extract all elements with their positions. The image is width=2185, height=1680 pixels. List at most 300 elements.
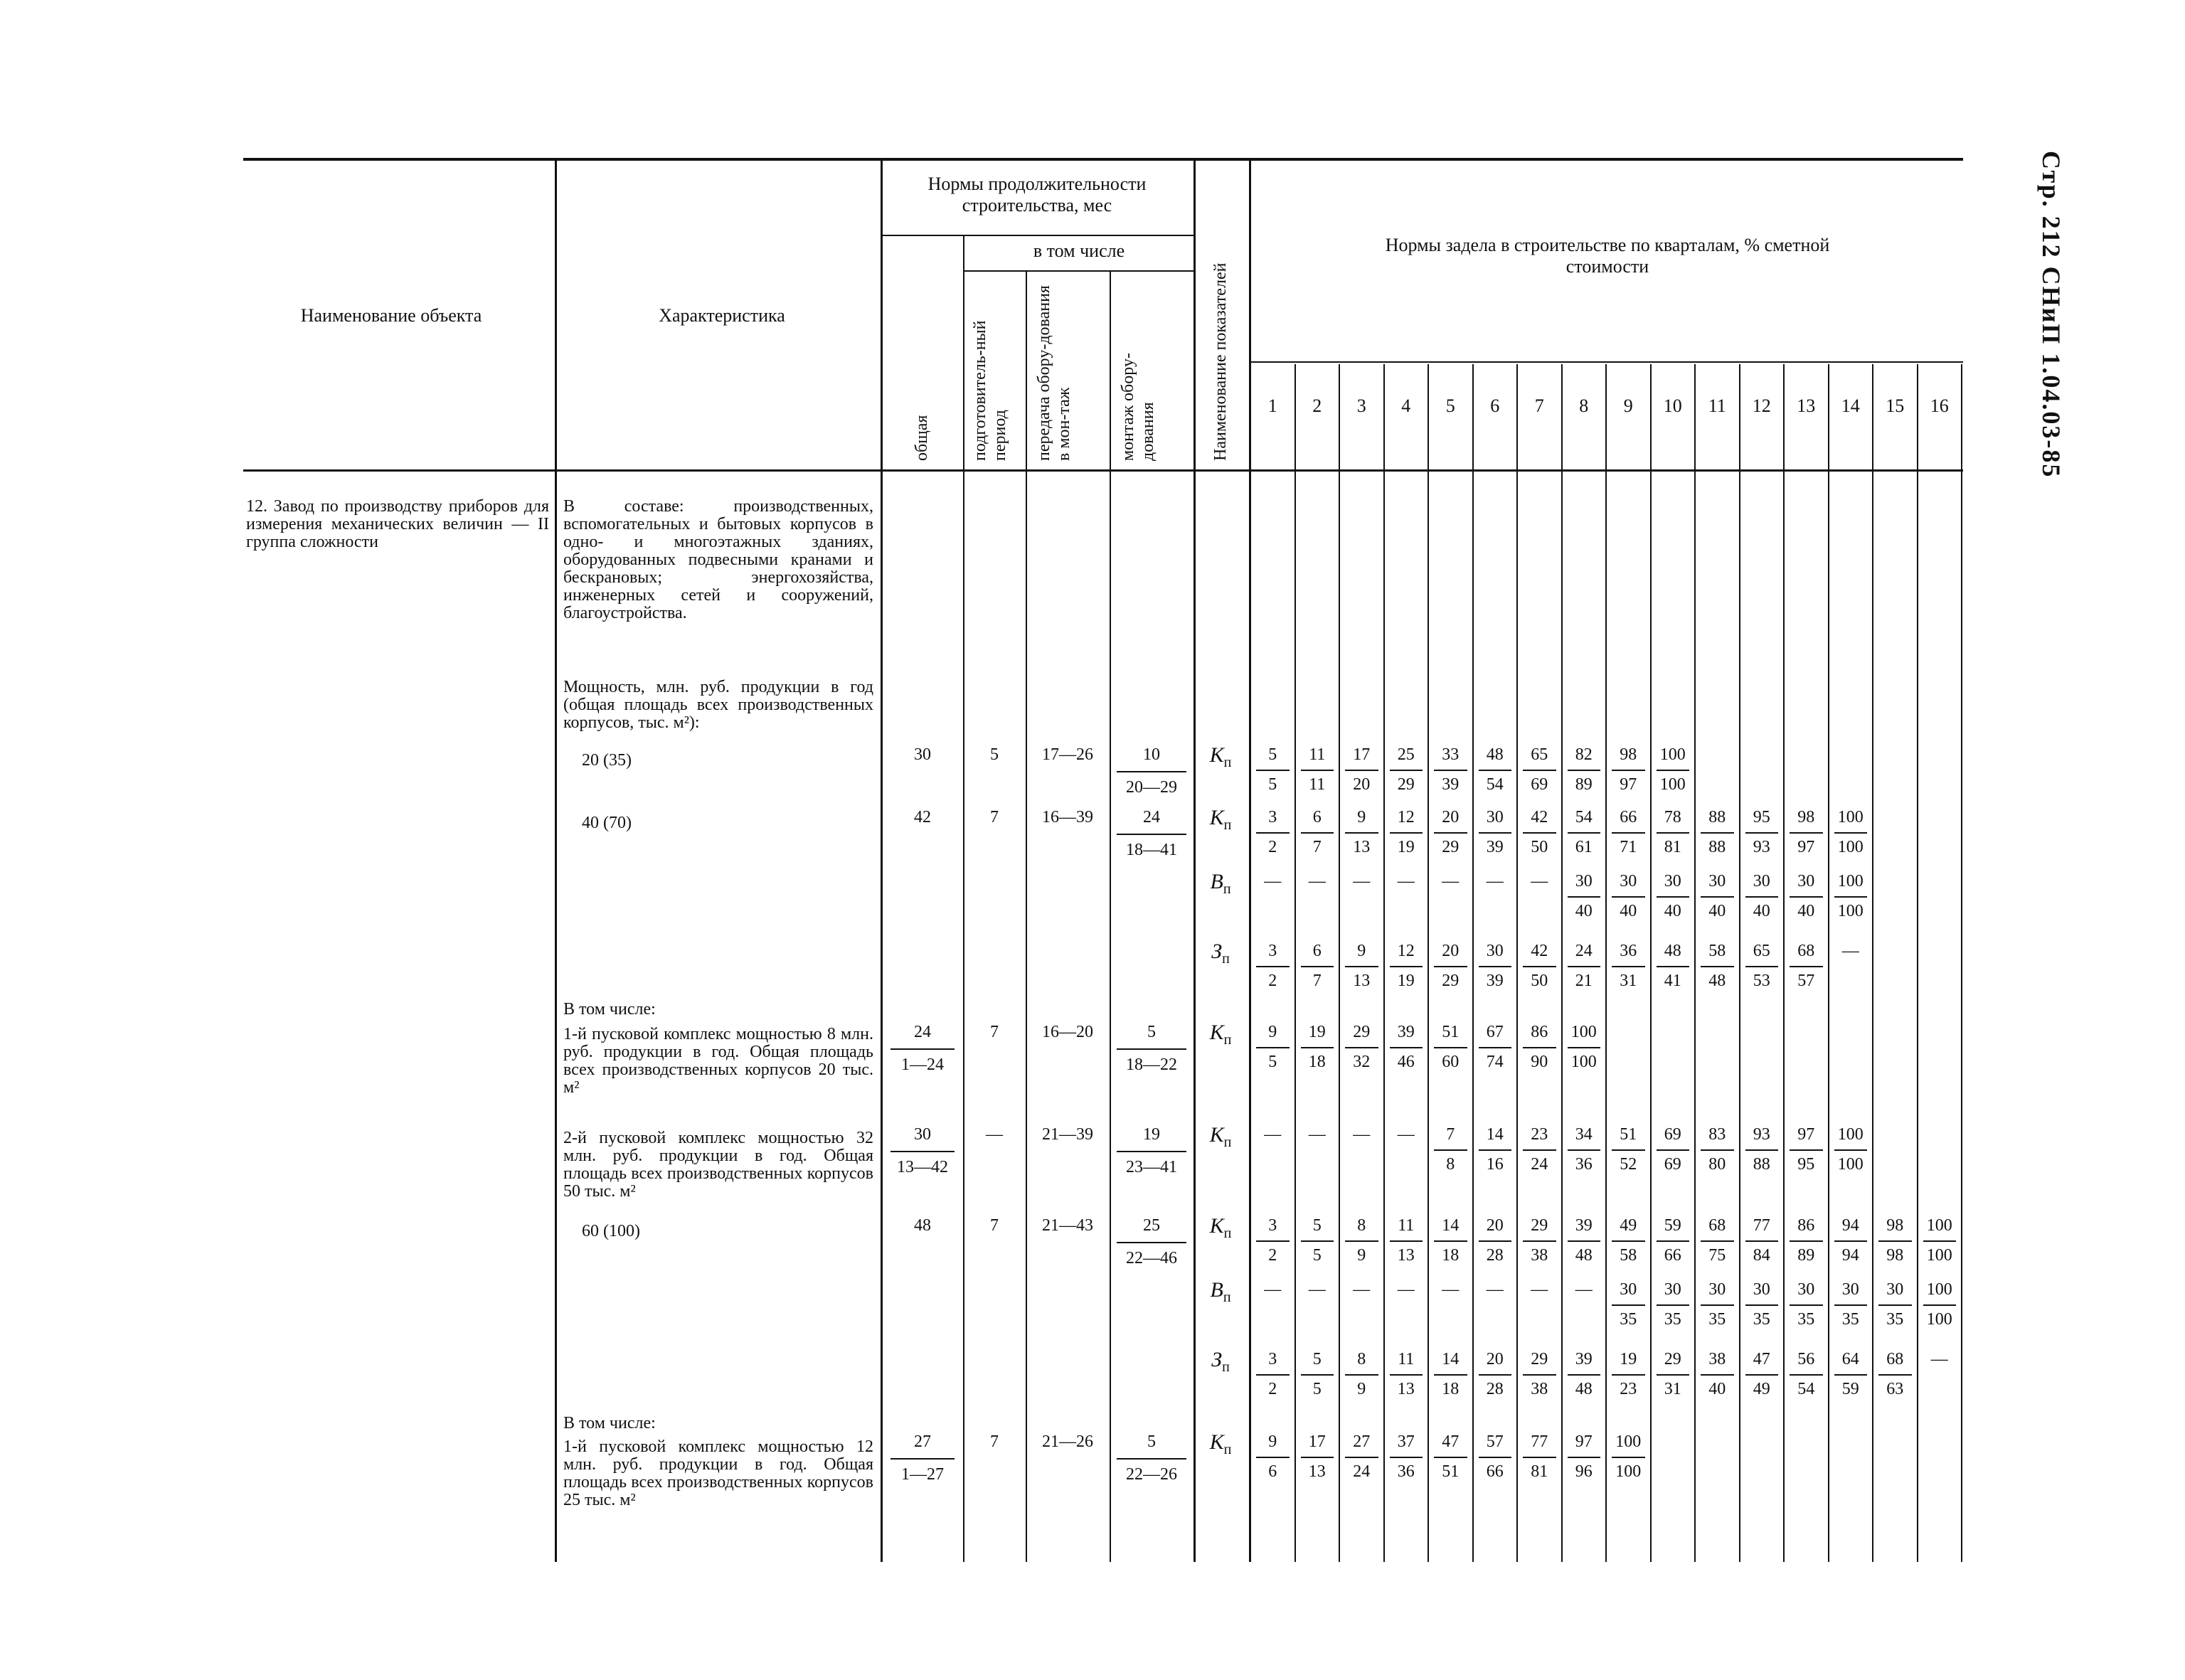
- table-top-rule: [243, 158, 1963, 161]
- fraction-line: [1745, 1374, 1779, 1376]
- fraction-line: [1790, 1374, 1823, 1376]
- quarter-divider: [1339, 364, 1340, 1562]
- backlog-value-top: 30: [1886, 1280, 1904, 1299]
- backlog-value-bottom: 50: [1531, 972, 1548, 990]
- backlog-value-bottom: 35: [1753, 1310, 1770, 1329]
- fraction-line: [1612, 1304, 1645, 1306]
- quarter-divider: [1294, 364, 1296, 1562]
- indicator-symbol: [1210, 804, 1232, 839]
- backlog-value-bottom: 100: [1837, 1155, 1864, 1174]
- backlog-value-bottom: 100: [1659, 775, 1686, 794]
- fraction-line: [1390, 1457, 1423, 1458]
- backlog-value-top: 97: [1797, 1125, 1815, 1144]
- backlog-value-top: 34: [1575, 1125, 1593, 1144]
- backlog-value-bottom: 51: [1442, 1462, 1460, 1481]
- fraction-line: [1479, 1047, 1512, 1048]
- backlog-value-bottom: 48: [1575, 1246, 1593, 1265]
- backlog-value-bottom: 35: [1664, 1310, 1681, 1329]
- backlog-value-top: 88: [1708, 808, 1726, 826]
- backlog-value-bottom: 84: [1753, 1246, 1770, 1265]
- quarter-divider: [1383, 364, 1385, 1562]
- fraction-line: [1657, 1149, 1690, 1151]
- fraction-line: [1117, 1048, 1186, 1050]
- backlog-value-top: 82: [1575, 745, 1593, 764]
- fraction-line: [1434, 1149, 1467, 1151]
- backlog-value-bottom: 18: [1442, 1380, 1460, 1398]
- fraction-line: [1612, 1240, 1645, 1242]
- backlog-value-bottom: 69: [1664, 1155, 1681, 1174]
- backlog-value-bottom: 28: [1486, 1380, 1504, 1398]
- backlog-value-top: —: [1353, 1125, 1371, 1144]
- backlog-value-top: —: [1397, 1125, 1415, 1144]
- fraction-line: [1479, 1240, 1512, 1242]
- backlog-value-top: 25: [1397, 745, 1415, 764]
- fraction-line: [1434, 1047, 1467, 1048]
- backlog-value-top: 36: [1620, 942, 1637, 960]
- fraction-line: [1479, 1149, 1512, 1151]
- duration-total-phase: 24: [914, 1023, 931, 1041]
- backlog-value-top: 14: [1442, 1216, 1460, 1235]
- duration-transfer: 17—26: [1042, 745, 1093, 764]
- quarter-header: 7: [1534, 395, 1544, 416]
- fraction-line: [1345, 1374, 1378, 1376]
- fraction-line: [1523, 1047, 1556, 1048]
- backlog-value-top: 59: [1664, 1216, 1681, 1235]
- backlog-value-top: 57: [1486, 1432, 1504, 1451]
- backlog-value-top: 47: [1442, 1432, 1460, 1451]
- backlog-value-top: 20: [1442, 942, 1460, 960]
- backlog-value-top: 33: [1442, 745, 1460, 764]
- backlog-value-top: 29: [1531, 1216, 1548, 1235]
- backlog-value-top: 20: [1486, 1350, 1504, 1368]
- backlog-value-bottom: 38: [1531, 1380, 1548, 1398]
- backlog-value-top: 30: [1708, 872, 1726, 890]
- backlog-value-bottom: 71: [1620, 838, 1637, 856]
- backlog-value-top: 58: [1708, 942, 1726, 960]
- fraction-line: [1612, 896, 1645, 898]
- backlog-value-top: 100: [1570, 1023, 1597, 1041]
- backlog-value-top: 100: [1837, 872, 1864, 890]
- backlog-value-bottom: 48: [1575, 1380, 1593, 1398]
- fraction-line: [1923, 1240, 1957, 1242]
- indicator-letter: К: [1209, 806, 1224, 829]
- backlog-value-top: 93: [1753, 1125, 1770, 1144]
- fraction-line: [1701, 966, 1734, 967]
- indicator-subscript: п: [1222, 1359, 1230, 1375]
- fraction-line: [1657, 1304, 1690, 1306]
- backlog-value-bottom: 50: [1531, 838, 1548, 856]
- group-label-including-1: В том числе:: [563, 1000, 656, 1019]
- backlog-value-top: —: [1308, 1280, 1326, 1299]
- quarter-header: 13: [1797, 395, 1816, 416]
- fraction-line: [1523, 966, 1556, 967]
- fraction-line: [1390, 966, 1423, 967]
- indicator-subscript: п: [1223, 1134, 1232, 1150]
- backlog-value-top: —: [1442, 1280, 1460, 1299]
- fraction-line: [1612, 832, 1645, 834]
- fraction-line: [1612, 966, 1645, 967]
- quarter-divider: [1694, 364, 1696, 1562]
- fraction-line: [1568, 1374, 1601, 1376]
- backlog-value-top: 30: [1664, 872, 1681, 890]
- fraction-line: [1117, 1242, 1186, 1243]
- quarter-header: 11: [1708, 395, 1726, 416]
- backlog-value-top: 11: [1309, 745, 1326, 764]
- backlog-value-top: 30: [1753, 872, 1770, 890]
- fraction-line: [1390, 1374, 1423, 1376]
- backlog-value-bottom: 29: [1397, 775, 1415, 794]
- backlog-value-bottom: 100: [1837, 902, 1864, 920]
- fraction-line: [1657, 1374, 1690, 1376]
- quarter-header: 2: [1312, 395, 1322, 416]
- backlog-value-bottom: 29: [1442, 972, 1460, 990]
- backlog-value-bottom: 57: [1797, 972, 1815, 990]
- indicator-subscript: п: [1222, 951, 1230, 967]
- duration-install-range: 20—29: [1126, 778, 1177, 797]
- fraction-line: [1657, 966, 1690, 967]
- backlog-value-bottom: 100: [1837, 838, 1864, 856]
- fraction-line: [1301, 1374, 1334, 1376]
- backlog-value-top: 42: [1531, 808, 1548, 826]
- duration-total-range: 13—42: [897, 1158, 948, 1176]
- backlog-value-top: 37: [1397, 1432, 1415, 1451]
- backlog-value-top: 39: [1575, 1216, 1593, 1235]
- fraction-line: [1834, 1374, 1868, 1376]
- fraction-line: [1612, 770, 1645, 771]
- backlog-value-top: 30: [1708, 1280, 1726, 1299]
- fraction-line: [1523, 1374, 1556, 1376]
- indicator-subscript: п: [1223, 1290, 1231, 1305]
- backlog-value-bottom: 100: [1926, 1246, 1952, 1265]
- backlog-value-top: 9: [1357, 808, 1366, 826]
- backlog-value-bottom: 88: [1708, 838, 1726, 856]
- indicator-letter: В: [1210, 1278, 1223, 1302]
- backlog-value-top: —: [1264, 1125, 1282, 1144]
- backlog-value-top: 14: [1486, 1125, 1504, 1144]
- backlog-value-top: 69: [1664, 1125, 1681, 1144]
- backlog-value-bottom: 90: [1531, 1053, 1548, 1071]
- group-char-40: 40 (70): [582, 814, 632, 832]
- indicator-symbol: [1210, 741, 1232, 777]
- backlog-value-top: 9: [1268, 1023, 1277, 1041]
- backlog-value-bottom: 81: [1664, 838, 1681, 856]
- backlog-value-top: 65: [1753, 942, 1770, 960]
- fraction-line: [1345, 1457, 1378, 1458]
- fraction-line: [1434, 1457, 1467, 1458]
- indicator-subscript: п: [1223, 881, 1231, 897]
- backlog-value-bottom: 63: [1886, 1380, 1904, 1398]
- backlog-value-bottom: 19: [1397, 972, 1415, 990]
- fraction-line: [1790, 1149, 1823, 1151]
- indicator-letter: К: [1209, 1214, 1224, 1238]
- fraction-line: [1834, 1240, 1868, 1242]
- backlog-value-bottom: 35: [1797, 1310, 1815, 1329]
- fraction-line: [891, 1151, 955, 1152]
- backlog-value-bottom: 35: [1886, 1310, 1904, 1329]
- backlog-value-bottom: 40: [1753, 902, 1770, 920]
- quarter-divider: [1917, 364, 1918, 1562]
- fraction-line: [891, 1458, 955, 1460]
- fraction-line: [1790, 966, 1823, 967]
- duration-transfer: 21—43: [1042, 1216, 1093, 1235]
- quarter-header: 4: [1401, 395, 1411, 416]
- indicator-letter: З: [1211, 940, 1223, 963]
- fraction-line: [1657, 832, 1690, 834]
- backlog-value-top: 29: [1531, 1350, 1548, 1368]
- fraction-line: [1523, 832, 1556, 834]
- backlog-value-bottom: 24: [1531, 1155, 1548, 1174]
- fraction-line: [1745, 1149, 1779, 1151]
- backlog-value-top: 30: [1620, 872, 1637, 890]
- indicator-symbol: [1210, 1019, 1232, 1054]
- fraction-line: [1745, 1240, 1779, 1242]
- backlog-value-bottom: 5: [1312, 1380, 1322, 1398]
- backlog-value-bottom: 93: [1753, 838, 1770, 856]
- backlog-value-top: 98: [1797, 808, 1815, 826]
- backlog-value-bottom: 28: [1486, 1246, 1504, 1265]
- duration-total: 48: [914, 1216, 931, 1235]
- backlog-value-top: 12: [1397, 808, 1415, 826]
- backlog-value-top: 29: [1664, 1350, 1681, 1368]
- backlog-value-bottom: 40: [1708, 1380, 1726, 1398]
- header-including: в том числе: [1033, 240, 1125, 261]
- backlog-value-bottom: 81: [1531, 1462, 1548, 1481]
- backlog-value-top: 68: [1886, 1350, 1904, 1368]
- fraction-line: [1523, 770, 1556, 771]
- backlog-value-top: 100: [1926, 1280, 1952, 1299]
- fraction-line: [1568, 832, 1601, 834]
- fraction-line: [1657, 770, 1690, 771]
- fraction-line: [1301, 1047, 1334, 1048]
- fraction-line: [1790, 1240, 1823, 1242]
- backlog-value-top: 30: [1486, 942, 1504, 960]
- backlog-value-bottom: 74: [1486, 1053, 1504, 1071]
- group-char-60: 60 (100): [582, 1222, 640, 1240]
- indicator-letter: К: [1209, 1123, 1224, 1147]
- backlog-value-top: 67: [1486, 1023, 1504, 1041]
- fraction-line: [1345, 770, 1378, 771]
- backlog-value-top: 83: [1708, 1125, 1726, 1144]
- duration-prep: 7: [990, 1432, 999, 1451]
- quarter-divider: [1472, 364, 1474, 1562]
- fraction-line: [1479, 770, 1512, 771]
- object-name: 12. Завод по производству приборов для измерения механических величин — II группа сложности: [246, 497, 549, 551]
- backlog-value-bottom: 2: [1268, 1380, 1277, 1398]
- fraction-line: [1117, 1458, 1186, 1460]
- fraction-line: [1390, 832, 1423, 834]
- backlog-value-top: 27: [1353, 1432, 1371, 1451]
- backlog-value-top: 12: [1397, 942, 1415, 960]
- backlog-value-top: 9: [1268, 1432, 1277, 1451]
- fraction-line: [1612, 1457, 1645, 1458]
- backlog-value-bottom: 6: [1268, 1462, 1277, 1481]
- fraction-line: [1701, 1149, 1734, 1151]
- duration-install-months: 5: [1147, 1432, 1156, 1451]
- duration-install-range: 22—26: [1126, 1465, 1177, 1484]
- backlog-value-bottom: 29: [1442, 838, 1460, 856]
- fraction-line: [1256, 1457, 1290, 1458]
- duration-prep: —: [986, 1125, 1003, 1144]
- backlog-value-bottom: 100: [1615, 1462, 1642, 1481]
- backlog-value-top: 54: [1575, 808, 1593, 826]
- backlog-value-bottom: 8: [1446, 1155, 1455, 1174]
- fraction-line: [1790, 1304, 1823, 1306]
- backlog-value-top: —: [1486, 872, 1504, 890]
- backlog-value-top: —: [1264, 872, 1282, 890]
- fraction-line: [1878, 1374, 1912, 1376]
- fraction-line: [1301, 1240, 1334, 1242]
- duration-install-months: 24: [1143, 808, 1160, 826]
- backlog-value-bottom: 13: [1353, 838, 1371, 856]
- backlog-value-top: 30: [1486, 808, 1504, 826]
- quarter-divider: [1828, 364, 1829, 1562]
- duration-total-phase: 27: [914, 1432, 931, 1451]
- backlog-value-top: 68: [1797, 942, 1815, 960]
- fraction-line: [1390, 1047, 1423, 1048]
- group-char-complex-1a: 1-й пусковой комплекс мощностью 8 млн. руб. продукции в год. Общая площадь всех производственных корпусов 20 тыс. м²: [563, 1025, 873, 1097]
- backlog-value-bottom: 35: [1620, 1310, 1637, 1329]
- indicator-subscript: п: [1223, 1442, 1232, 1457]
- backlog-value-bottom: 19: [1397, 838, 1415, 856]
- backlog-value-top: 14: [1442, 1350, 1460, 1368]
- fraction-line: [1568, 966, 1601, 967]
- backlog-value-top: —: [1397, 1280, 1415, 1299]
- fraction-line: [1568, 1047, 1601, 1048]
- fraction-line: [1745, 832, 1779, 834]
- fraction-line: [1568, 770, 1601, 771]
- fraction-line: [1790, 832, 1823, 834]
- fraction-line: [1301, 770, 1334, 771]
- fraction-line: [1434, 1240, 1467, 1242]
- fraction-line: [1657, 896, 1690, 898]
- backlog-value-top: 3: [1268, 1216, 1277, 1235]
- backlog-value-bottom: 53: [1753, 972, 1770, 990]
- backlog-value-top: 51: [1442, 1023, 1460, 1041]
- backlog-value-top: —: [1353, 1280, 1371, 1299]
- fraction-line: [1256, 770, 1290, 771]
- fraction-line: [1256, 1047, 1290, 1048]
- fraction-line: [1745, 966, 1779, 967]
- backlog-value-top: 30: [1797, 1280, 1815, 1299]
- backlog-value-top: 20: [1486, 1216, 1504, 1235]
- backlog-value-bottom: 61: [1575, 838, 1593, 856]
- fraction-line: [1117, 834, 1186, 835]
- duration-prep: 7: [990, 1023, 999, 1041]
- backlog-value-bottom: 13: [1397, 1246, 1415, 1265]
- quarter-header: 8: [1579, 395, 1589, 416]
- backlog-value-top: 48: [1486, 745, 1504, 764]
- quarter-divider: [1872, 364, 1873, 1562]
- fraction-line: [1568, 1457, 1601, 1458]
- indicator-symbol: [1210, 1428, 1232, 1464]
- quarter-header: 9: [1623, 395, 1633, 416]
- backlog-value-top: 11: [1398, 1216, 1415, 1235]
- backlog-value-top: —: [1531, 1280, 1548, 1299]
- quarter-header: 15: [1886, 395, 1905, 416]
- backlog-value-bottom: 54: [1797, 1380, 1815, 1398]
- backlog-value-bottom: 48: [1708, 972, 1726, 990]
- backlog-value-top: 77: [1753, 1216, 1770, 1235]
- fraction-line: [1612, 1374, 1645, 1376]
- fraction-line: [1256, 1374, 1290, 1376]
- backlog-value-top: 17: [1308, 1432, 1326, 1451]
- fraction-line: [1612, 1149, 1645, 1151]
- backlog-value-bottom: 2: [1268, 838, 1277, 856]
- indicator-subscript: п: [1223, 755, 1232, 770]
- backlog-value-bottom: 60: [1442, 1053, 1460, 1071]
- backlog-value-top: 30: [1620, 1280, 1637, 1299]
- backlog-value-bottom: 16: [1486, 1155, 1504, 1174]
- backlog-value-top: 30: [1797, 872, 1815, 890]
- indicator-letter: К: [1209, 1021, 1224, 1044]
- backlog-value-bottom: 80: [1708, 1155, 1726, 1174]
- fraction-line: [1568, 1240, 1601, 1242]
- duration-transfer: 21—26: [1042, 1432, 1093, 1451]
- indicator-symbol: [1211, 937, 1230, 973]
- fraction-line: [1345, 832, 1378, 834]
- backlog-value-bottom: 18: [1308, 1053, 1326, 1071]
- backlog-value-top: 56: [1797, 1350, 1815, 1368]
- backlog-value-bottom: 2: [1268, 972, 1277, 990]
- backlog-value-bottom: 32: [1353, 1053, 1371, 1071]
- fraction-line: [1345, 1047, 1378, 1048]
- backlog-value-bottom: 89: [1575, 775, 1593, 794]
- duration-total-range: 1—24: [901, 1056, 944, 1074]
- backlog-value-bottom: 46: [1397, 1053, 1415, 1071]
- backlog-value-bottom: 97: [1620, 775, 1637, 794]
- fraction-line: [1301, 966, 1334, 967]
- backlog-value-bottom: 2: [1268, 1246, 1277, 1265]
- backlog-value-top: —: [1930, 1350, 1948, 1368]
- backlog-value-top: 30: [1841, 1280, 1859, 1299]
- backlog-value-top: 100: [1926, 1216, 1952, 1235]
- backlog-value-bottom: 21: [1575, 972, 1593, 990]
- backlog-value-bottom: 52: [1620, 1155, 1637, 1174]
- quarter-header: 3: [1356, 395, 1366, 416]
- fraction-line: [1117, 771, 1186, 772]
- quarter-divider: [1961, 364, 1962, 1562]
- backlog-value-top: 23: [1531, 1125, 1548, 1144]
- group-char-complex-2: 2-й пусковой комплекс мощностью 32 млн. руб. продукции в год. Общая площадь всех производственных корпусов 50 тыс. м²: [563, 1129, 873, 1201]
- backlog-value-bottom: 39: [1442, 775, 1460, 794]
- indicator-letter: В: [1210, 870, 1223, 893]
- backlog-value-bottom: 89: [1797, 1246, 1815, 1265]
- indicator-letter: К: [1209, 743, 1224, 767]
- duration-install-range: 23—41: [1126, 1158, 1177, 1176]
- fraction-line: [1834, 832, 1868, 834]
- backlog-value-bottom: 97: [1797, 838, 1815, 856]
- backlog-value-top: 19: [1620, 1350, 1637, 1368]
- fraction-line: [1834, 1304, 1868, 1306]
- backlog-value-bottom: 40: [1575, 902, 1593, 920]
- backlog-value-top: 42: [1531, 942, 1548, 960]
- fraction-line: [1834, 896, 1868, 898]
- backlog-value-top: 7: [1446, 1125, 1455, 1144]
- fraction-line: [1701, 832, 1734, 834]
- fraction-line: [1923, 1304, 1957, 1306]
- fraction-line: [1301, 832, 1334, 834]
- backlog-value-top: 51: [1620, 1125, 1637, 1144]
- backlog-value-bottom: 40: [1797, 902, 1815, 920]
- backlog-value-bottom: 88: [1753, 1155, 1770, 1174]
- backlog-value-bottom: 66: [1486, 1462, 1504, 1481]
- duration-install-months: 25: [1143, 1216, 1160, 1235]
- duration-install-months: 10: [1143, 745, 1160, 764]
- fraction-line: [1256, 832, 1290, 834]
- fraction-line: [1834, 1149, 1868, 1151]
- duration-total: 42: [914, 808, 931, 826]
- fraction-line: [891, 1048, 955, 1050]
